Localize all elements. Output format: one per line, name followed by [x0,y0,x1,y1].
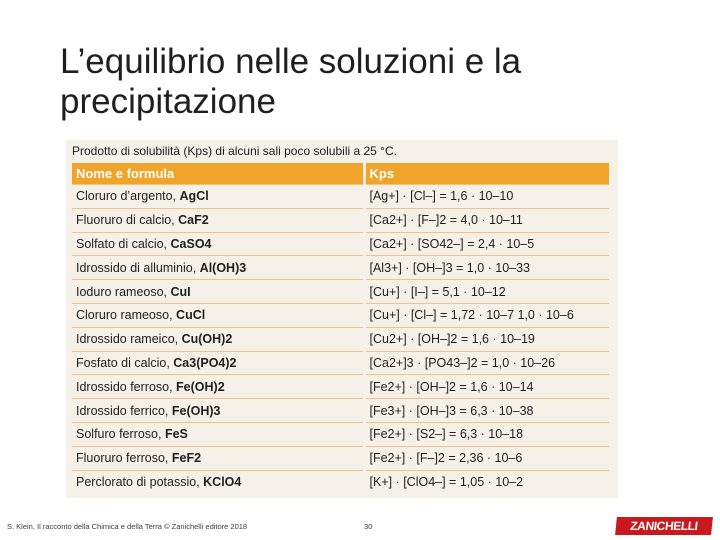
kps-expression: [Al3+] · [OH–]3 = 1,0 · 10–33 [364,256,610,280]
table-row [72,351,610,375]
salt-name: Solfuro ferroso, [76,427,165,442]
salt-formula: Fe(OH)3 [171,403,221,418]
kps-expression: [Ca2+] · [F–]2 = 4,0 · 10–11 [364,208,610,232]
table-caption: Prodotto di solubilità (Kps) di alcuni sali poco solubili a 25 °C. [72,144,397,158]
kps-expression: [Ca2+]3 · [PO43–]2 = 1,0 · 10–26 [364,351,610,375]
salt-name-cell [72,280,364,304]
table-row [72,327,610,351]
kps-expression: [Cu2+] · [OH–]2 = 1,6 · 10–19 [364,327,610,351]
salt-name-cell [72,399,364,423]
salt-formula: AgCl [179,189,209,204]
header-name: Nome e formula [72,163,364,185]
kps-expression: [Ca2+] · [SO42–] = 2,4 · 10–5 [364,232,610,256]
salt-formula: Ca3(PO4)2 [173,355,237,370]
salt-name: Cloruro rameoso, [76,308,177,323]
salt-name-cell [72,446,364,470]
kps-expression: [Ag+] · [Cl–] = 1,6 · 10–10 [364,185,610,209]
table-row [72,375,610,399]
salt-name: Idrossido rameico, [76,332,182,347]
salt-name: Fluoruro ferroso, [76,451,172,466]
kps-expression: [K+] · [ClO4–] = 1,05 · 10–2 [364,470,610,493]
table-row [72,185,610,209]
salt-formula: FeF2 [171,451,202,466]
salt-name: Idrossido di alluminio, [76,260,200,275]
salt-formula: Fe(OH)2 [176,379,225,394]
slide-title: L’equilibrio nelle soluzioni e la precipitazione [60,42,522,121]
table-row [72,303,610,327]
salt-name-cell [72,375,364,399]
salt-name-cell [72,185,364,209]
salt-name: Cloruro d’argento, [76,189,180,204]
salt-name: Ioduro rameoso, [76,284,171,299]
salt-name: Solfato di calcio, [76,236,171,251]
salt-name-cell [72,351,364,375]
salt-formula: FeS [164,427,188,442]
table-row [72,422,610,446]
footer-source: S. Klein, Il racconto della Chimica e della Terra © Zanichelli editore 2018 [7,522,248,531]
publisher-logo: ZANICHELLI [615,517,713,535]
kps-expression: [Cu+] · [Cl–] = 1,72 · 10–7 1,0 · 10–6 [364,303,610,327]
salt-name: Fluoruro di calcio, [76,213,179,228]
kps-expression: [Fe2+] · [OH–]2 = 1,6 · 10–14 [364,375,610,399]
salt-formula: Al(OH)3 [199,260,247,275]
ksp-table [72,163,612,493]
salt-name-cell [72,422,364,446]
salt-name-cell [72,327,364,351]
salt-formula: Cu(OH)2 [181,332,233,347]
salt-name-cell [72,256,364,280]
salt-name: Perclorato di potassio, [76,474,204,489]
kps-expression: [Fe2+] · [F–]2 = 2,36 · 10–6 [364,446,610,470]
salt-name-cell [72,303,364,327]
table-row [72,256,610,280]
salt-formula: CaSO4 [170,236,212,251]
table-row [72,280,610,304]
ksp-table-panel [66,140,618,498]
salt-name-cell [72,208,364,232]
table-row [72,399,610,423]
table-row [72,208,610,232]
page-number: 30 [364,522,373,531]
kps-expression: [Fe3+] · [OH–]3 = 6,3 · 10–38 [364,399,610,423]
kps-expression: [Fe2+] · [S2–] = 6,3 · 10–18 [364,422,610,446]
header-kps: Kps [364,163,610,185]
salt-name-cell [72,232,364,256]
salt-name: Fosfato di calcio, [76,355,174,370]
salt-name-cell [72,470,364,493]
table-row [72,446,610,470]
kps-expression: [Cu+] · [I–] = 5,1 · 10–12 [364,280,610,304]
salt-formula: CuI [170,284,191,299]
salt-formula: CuCl [176,308,206,323]
table-row [72,470,610,493]
salt-name: Idrossido ferrico, [76,403,172,418]
table-row [72,232,610,256]
salt-formula: CaF2 [178,213,209,228]
salt-name: Idrossido ferroso, [76,379,177,394]
table-header-row [72,163,610,185]
salt-formula: KClO4 [203,474,242,489]
